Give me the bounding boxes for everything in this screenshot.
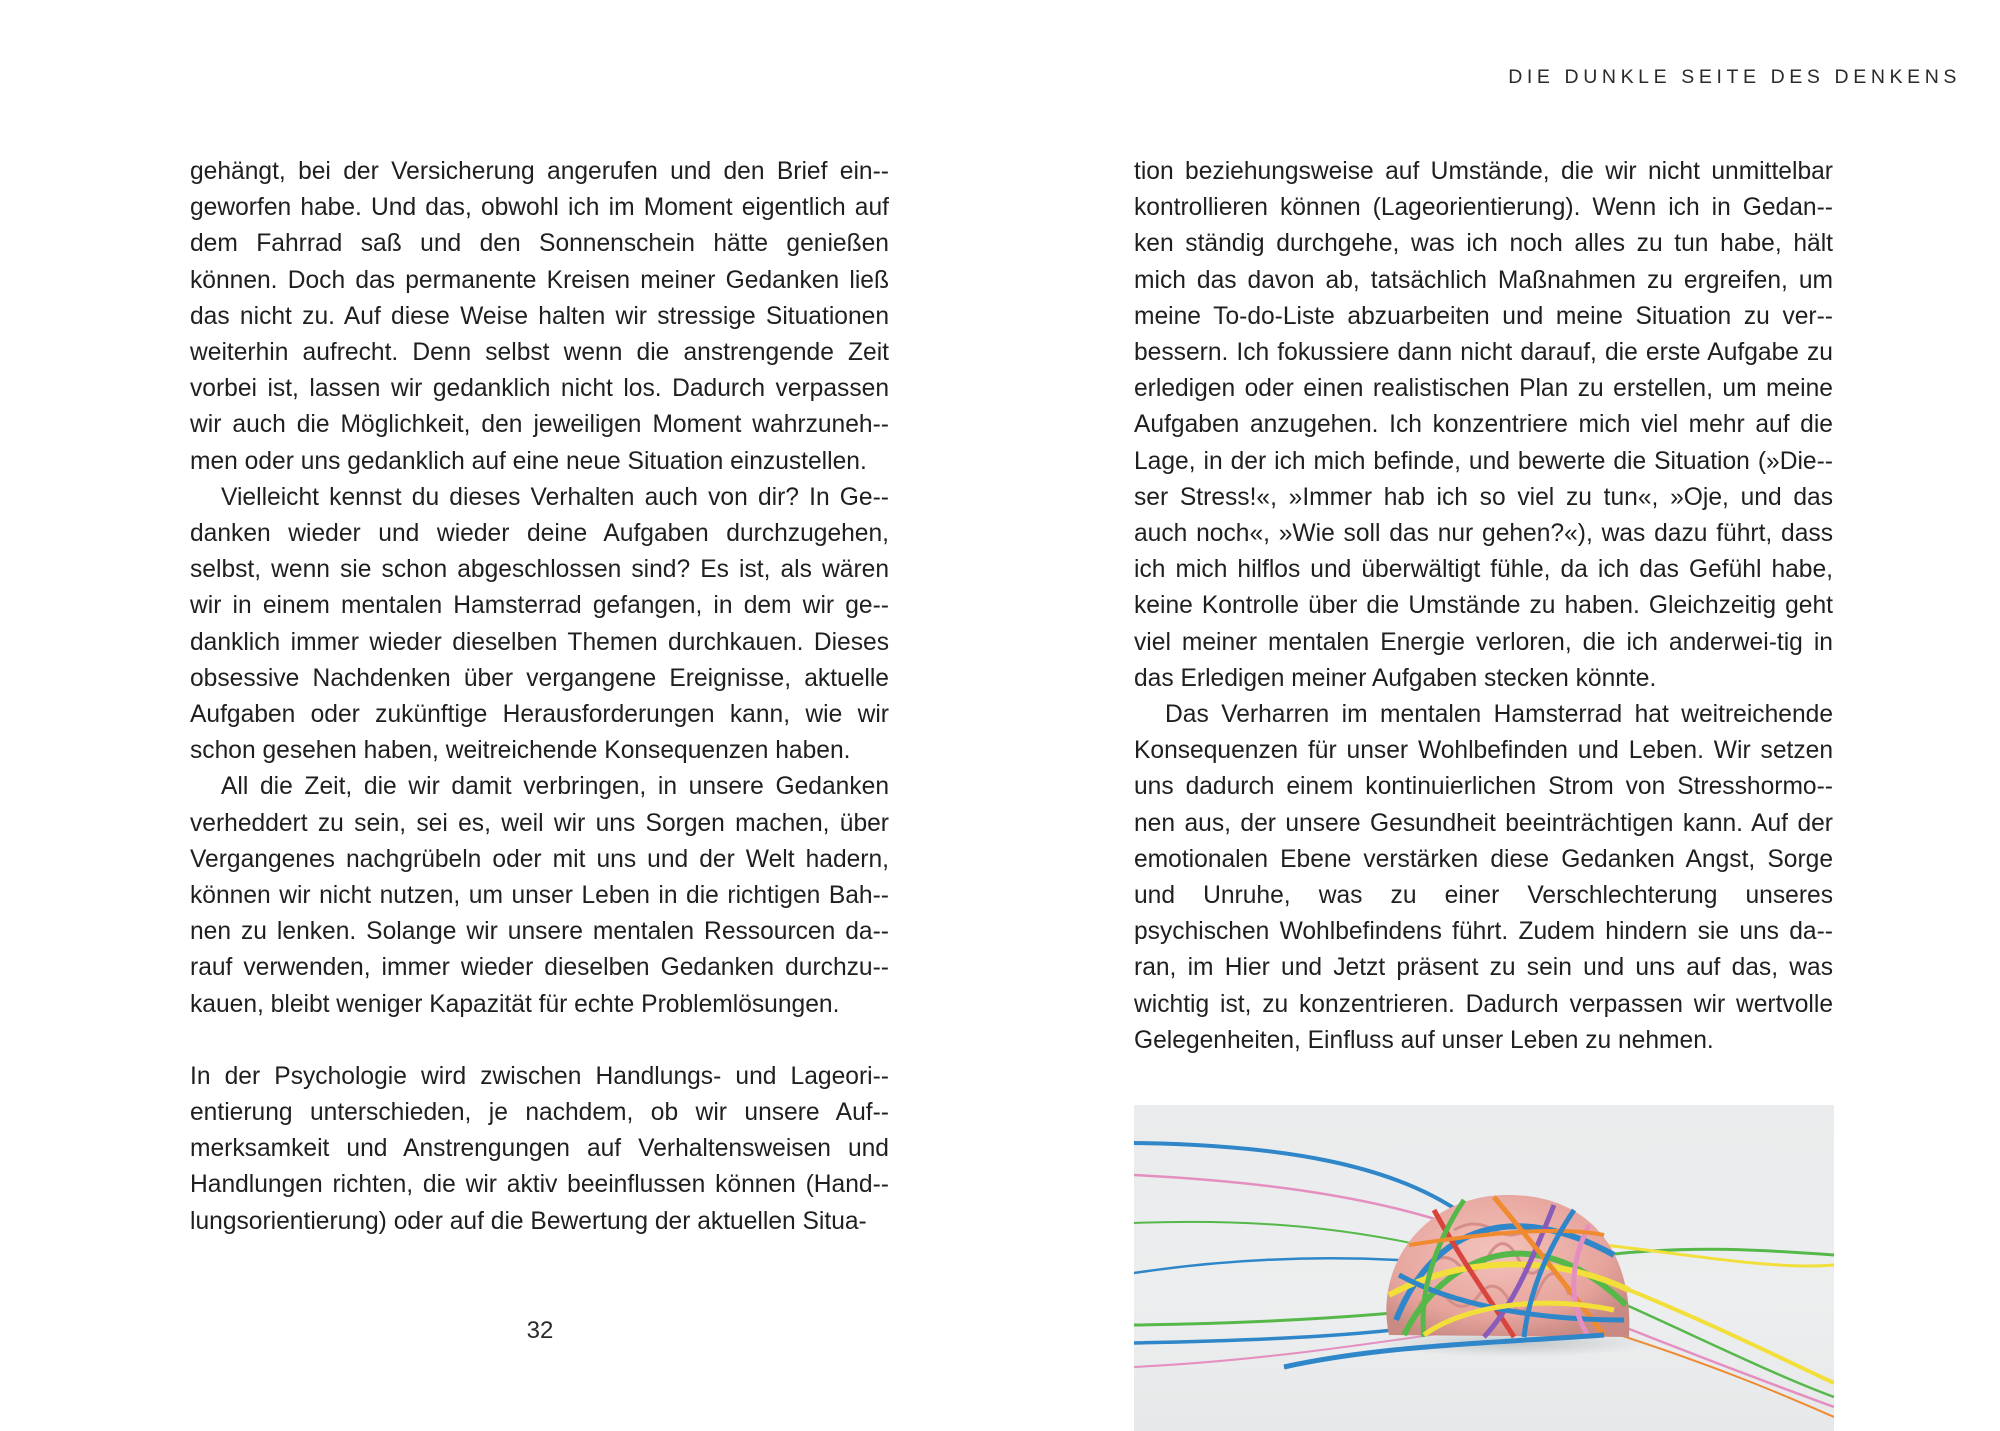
right-text-column (1134, 154, 1833, 1059)
left-text-column (190, 154, 889, 1240)
brain-rubber-bands-photo (1134, 1105, 1834, 1431)
paragraph: All die Zeit, die wir damit verbringen, in unsere Gedanken verheddert zu sein, sei es, weil wir uns Sorgen machen, über Vergangenes nachgrübeln oder mit uns und der Welt hadern, können wir nicht nutzen, um unser Leben in die richtigen Bah-nen zu lenken. Solange wir unsere mentalen Ressourcen da-rauf verwenden, immer wieder dieselben Gedanken durchzu-kauen, bleibt weniger Kapazität für echte Problemlösungen. (190, 773, 889, 1018)
paragraph-continuation: tion beziehungsweise auf Umstände, die wir nicht unmittelbar kontrollieren können (Lageorientierung). Wenn ich in Gedan-ken ständig durchgehe, was ich noch alles zu tun habe, hält mich das davon ab, tatsächlich Maßnahmen zu ergreifen, um meine To-do-Liste abzuarbeiten und meine Situation zu ver-bessern. Ich fokussiere dann nicht darauf, die erste Aufgabe zu erledigen oder einen realistischen Plan zu erstellen, um meine Aufgaben anzugehen. Ich konzentriere mich viel mehr auf die Lage, in der ich mich befinde, und bewerte die Situation (»Die-ser Stress!«, »Immer hab ich so viel zu tun«, »Oje, und das auch noch«, »Wie soll das nur gehen?«), was dazu führt, dass ich mich hilflos und überwältigt fühle, da ich das Gefühl habe, keine Kontrolle über die Umstände zu haben. Gleichzeitig geht viel meiner mentalen Energie verloren, die ich anderwei-tig in das Erledigen meiner Aufgaben stecken könnte. (1134, 158, 1833, 692)
paragraph: Vielleicht kennst du dieses Verhalten auch von dir? In Ge-danken wieder und wieder deine Aufgaben durchzugehen, selbst, wenn sie schon abgeschlossen sind? Es ist, als wären wir in einem mentalen Hamsterrad gefangen, in dem wir ge-danklich immer wieder dieselben Themen durchkauen. Dieses obsessive Nachdenken über vergangene Ereignisse, aktuelle Aufgaben oder zukünftige Herausforderungen kann, wie wir schon gesehen haben, weitreichende Konsequenzen haben. (190, 483, 889, 765)
paragraph-section-start: In der Psychologie wird zwischen Handlungs- und Lageori-entierung unterschieden, je nachdem, ob wir unsere Auf-merksamkeit und Anstrengungen auf Verhaltensweisen und Handlungen richten, die wir aktiv beeinflussen können (Hand-lungsorientierung) oder auf die Bewertung der aktuellen Situa- (190, 1062, 889, 1235)
paragraph: Das Verharren im mentalen Hamsterrad hat weitreichende Konsequenzen für unser Wohlbefinden und Leben. Wir setzen uns dadurch einem kontinuierlichen Strom von Stresshormo-nen aus, der unsere Gesundheit beeinträchtigen kann. Auf der emotionalen Ebene verstärken diese Gedanken Angst, Sorge und Unruhe, was zu einer Verschlechterung unseres psychischen Wohlbefindens führt. Zudem hindern sie uns da-ran, im Hier und Jetzt präsent zu sein und uns auf das, was wichtig ist, zu konzentrieren. Dadurch verpassen wir wertvolle Gelegenheiten, Einfluss auf unser Leben zu nehmen. (1134, 701, 1833, 1054)
paragraph-continuation: gehängt, bei der Versicherung angerufen und den Brief ein-geworfen habe. Und das, obwohl ich im Moment eigentlich auf dem Fahrrad saß und den Sonnenschein hätte genießen können. Doch das permanente Kreisen meiner Gedanken ließ das nicht zu. Auf diese Weise halten wir stressige Situationen weiterhin aufrecht. Denn selbst wenn die anstrengende Zeit vorbei ist, lassen wir gedanklich nicht los. Dadurch verpassen wir auch die Möglichkeit, den jeweiligen Moment wahrzuneh-men oder uns gedanklich auf eine neue Situation einzustellen. (190, 158, 889, 475)
brain-wrapped-in-rubber-bands-icon (1134, 1105, 1834, 1431)
running-header: DIE DUNKLE SEITE DES DENKENS (1508, 66, 1961, 88)
page-number: 32 (526, 1317, 554, 1344)
